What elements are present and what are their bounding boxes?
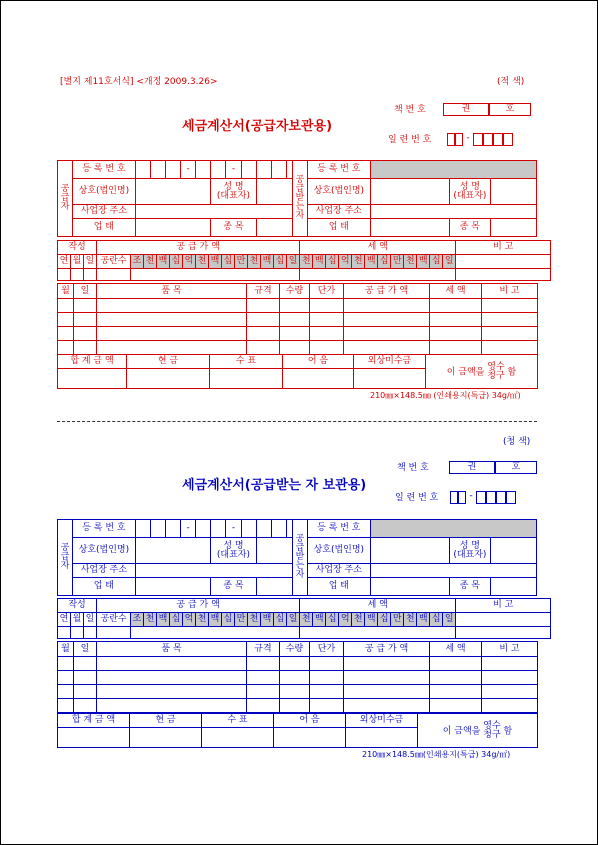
company-field[interactable] (135, 538, 211, 564)
digit-label: 만 (391, 613, 404, 627)
tax-label: 세 액 (300, 599, 456, 613)
copy-label: (적 색) (497, 77, 525, 87)
digit-label: 십 (326, 255, 339, 269)
day-label: 일 (84, 255, 97, 269)
book-no-label: 책 번 호 (394, 105, 426, 115)
total-field[interactable] (58, 728, 130, 748)
dash: - (226, 520, 241, 538)
table-row[interactable] (58, 327, 538, 341)
totals-table (57, 713, 538, 748)
reg-digit[interactable] (241, 161, 256, 179)
paper-spec: 210㎜×148.5㎜ (인쇄용지(특급) 34g/㎡) (370, 391, 521, 400)
amount-cell[interactable] (131, 269, 300, 281)
credit-label: 외상미수금 (346, 714, 418, 728)
digit-label: 천 (196, 613, 209, 627)
digit-label: 천 (300, 255, 313, 269)
cash-label: 현 금 (127, 355, 210, 369)
company-label: 상호(법인명) (73, 179, 136, 205)
amount-cell[interactable] (97, 627, 131, 639)
reg-no-label: 등 록 번 호 (73, 161, 136, 179)
book-no-boxes[interactable]: 권 호 (449, 461, 537, 474)
reg-digit[interactable] (211, 161, 226, 179)
page-title: 세금계산서(공급자보관용) (182, 119, 333, 134)
item-header: 세 액 (430, 284, 482, 299)
name-label: 성 명 (대표자) (211, 179, 256, 205)
receiver-business-label: 업 태 (308, 578, 371, 596)
item-header: 비 고 (482, 642, 538, 657)
business-field[interactable] (135, 219, 211, 237)
digit-label: 만 (235, 255, 248, 269)
note-label: 비 고 (456, 599, 551, 613)
digit-label: 백 (261, 255, 274, 269)
table-row[interactable] (58, 299, 538, 313)
note-field[interactable] (456, 255, 551, 269)
amount-table (57, 240, 551, 281)
receiver-item-type-label: 종 목 (450, 219, 490, 237)
item-header: 품 목 (97, 642, 247, 657)
digit-label: 백 (417, 255, 430, 269)
digit-label: 백 (313, 613, 326, 627)
supply-amount-label: 공 급 가 액 (97, 599, 300, 613)
digit-label: 만 (235, 613, 248, 627)
receiver-name-label: 성 명 (대표자) (450, 179, 490, 205)
bill-field[interactable] (274, 728, 346, 748)
reg-digit[interactable] (271, 161, 286, 179)
dash: - (181, 161, 196, 179)
receiver-address-label: 사업장 주소 (308, 564, 371, 578)
digit-label: 백 (157, 255, 170, 269)
business-label: 업 태 (73, 219, 136, 237)
table-row[interactable] (58, 685, 538, 699)
digit-label: 십 (378, 255, 391, 269)
name-field[interactable] (256, 179, 292, 205)
digit-label: 천 (352, 613, 365, 627)
receiver-reg-no-label: 등 록 번 호 (308, 161, 371, 179)
blank-count-label: 공란수 (97, 613, 131, 627)
items-table (57, 641, 538, 713)
digit-label: 천 (404, 255, 417, 269)
written-label: 작성 (58, 599, 97, 613)
reg-digit[interactable] (150, 161, 165, 179)
digit-label: 백 (261, 613, 274, 627)
credit-field[interactable] (346, 728, 418, 748)
digit-label: 백 (417, 613, 430, 627)
item-type-label: 종 목 (211, 578, 256, 596)
reg-digit[interactable] (165, 161, 180, 179)
item-header: 품 목 (97, 284, 247, 299)
page-title: 세금계산서(공급받는 자 보관용) (182, 478, 367, 493)
copy-label: (청 색) (503, 437, 531, 447)
amount-table (57, 598, 551, 639)
digit-label: 백 (157, 613, 170, 627)
item-header: 세 액 (430, 642, 482, 657)
cut-line (57, 421, 537, 422)
receiver-side-label: 공 급 받 는 자 (292, 161, 307, 237)
receipt-claim-label[interactable]: 이 금액을 영수 청구 함 (418, 714, 538, 748)
note-field[interactable] (456, 613, 551, 627)
item-header: 단가 (310, 284, 344, 299)
total-amount-label: 합 계 금 액 (58, 714, 130, 728)
year-label: 연 (58, 613, 71, 627)
reg-digit[interactable] (271, 520, 286, 538)
business-label: 업 태 (73, 578, 136, 596)
digit-label: 조 (131, 255, 144, 269)
cash-label: 현 금 (130, 714, 202, 728)
reg-digit[interactable] (256, 161, 271, 179)
amount-cell[interactable] (131, 627, 300, 639)
receiver-business-field[interactable] (370, 578, 450, 596)
reg-digit[interactable] (241, 520, 256, 538)
receiver-reg-no-field[interactable] (370, 520, 536, 538)
month-label: 월 (71, 255, 84, 269)
item-type-label: 종 목 (211, 219, 256, 237)
digit-label: 천 (404, 613, 417, 627)
digit-label: 만 (391, 255, 404, 269)
serial-label: 일 련 번 호 (388, 135, 432, 145)
reg-digit[interactable] (256, 520, 271, 538)
digit-label: 십 (170, 255, 183, 269)
table-row[interactable] (58, 657, 538, 671)
reg-digit[interactable] (196, 161, 211, 179)
item-header: 일 (74, 642, 97, 657)
digit-label: 천 (352, 255, 365, 269)
receiver-address-label: 사업장 주소 (308, 205, 371, 219)
receiver-item-type-field[interactable] (490, 578, 536, 596)
written-label: 작성 (58, 241, 97, 255)
receiver-business-label: 업 태 (308, 219, 371, 237)
day-label: 일 (84, 613, 97, 627)
amount-cell[interactable] (456, 269, 551, 281)
paper-spec: 210㎜×148.5㎜(인쇄용지(특급) 34g/㎡) (362, 750, 511, 759)
digit-label: 십 (170, 613, 183, 627)
address-field[interactable] (135, 564, 292, 578)
receiver-name-field[interactable] (490, 538, 536, 564)
item-type-field[interactable] (256, 219, 292, 237)
totals-table (57, 354, 538, 389)
digit-label: 천 (248, 255, 261, 269)
receiver-name-field[interactable] (490, 179, 536, 205)
amount-cell[interactable] (58, 627, 71, 639)
party-table (57, 519, 537, 596)
receiver-company-field[interactable] (370, 538, 450, 564)
amount-cell[interactable] (456, 627, 551, 639)
supplier-side-label: 공 급 자 (58, 520, 73, 596)
table-row[interactable] (58, 341, 538, 355)
year-label: 연 (58, 255, 71, 269)
reg-digit[interactable] (196, 520, 211, 538)
item-header: 일 (74, 284, 97, 299)
table-row[interactable] (58, 313, 538, 327)
item-header: 공 급 가 액 (344, 642, 430, 657)
book-no-label: 책 번 호 (397, 463, 429, 473)
digit-label: 억 (183, 255, 196, 269)
dash: - (181, 520, 196, 538)
book-no-boxes[interactable]: 권 호 (443, 103, 531, 116)
total-amount-label: 합 계 금 액 (58, 355, 127, 369)
receiver-company-label: 상호(법인명) (308, 538, 371, 564)
receipt-claim-label[interactable]: 이 금액을 영수 청구 함 (426, 355, 538, 389)
digit-label: 일 (443, 613, 456, 627)
digit-label: 십 (326, 613, 339, 627)
check-field[interactable] (202, 728, 274, 748)
digit-label: 십 (378, 613, 391, 627)
digit-label: 십 (222, 613, 235, 627)
receiver-reg-no-label: 등 록 번 호 (308, 520, 371, 538)
digit-label: 십 (430, 613, 443, 627)
party-table (57, 160, 537, 237)
items-table (57, 283, 538, 355)
reg-digit[interactable] (211, 520, 226, 538)
check-field[interactable] (210, 369, 283, 389)
supply-amount-label: 공 급 가 액 (97, 241, 300, 255)
item-header: 월 (58, 642, 74, 657)
bill-field[interactable] (283, 369, 354, 389)
digit-label: 십 (274, 613, 287, 627)
item-header: 수량 (280, 642, 310, 657)
reg-digit[interactable] (135, 520, 150, 538)
name-field[interactable] (256, 538, 292, 564)
reg-digit[interactable] (150, 520, 165, 538)
name-label: 성 명 (대표자) (211, 538, 256, 564)
digit-label: 억 (339, 613, 352, 627)
digit-label: 백 (313, 255, 326, 269)
digit-label: 천 (248, 613, 261, 627)
credit-field[interactable] (354, 369, 426, 389)
amount-cell[interactable] (84, 627, 97, 639)
cash-field[interactable] (130, 728, 202, 748)
credit-label: 외상미수금 (354, 355, 426, 369)
receiver-side-label: 공 급 받 는 자 (292, 520, 307, 596)
total-field[interactable] (58, 369, 127, 389)
amount-cell[interactable] (71, 269, 84, 281)
reg-digit[interactable] (135, 161, 150, 179)
receiver-name-label: 성 명 (대표자) (450, 538, 490, 564)
note-label: 비 고 (456, 241, 551, 255)
reg-digit[interactable] (165, 520, 180, 538)
digit-label: 십 (430, 255, 443, 269)
blank-count-label: 공란수 (97, 255, 131, 269)
check-label: 수 표 (202, 714, 274, 728)
serial-boxes[interactable]: - (447, 133, 513, 146)
supplier-side-label: 공 급 자 (58, 161, 73, 237)
check-label: 수 표 (210, 355, 283, 369)
amount-cell[interactable] (58, 269, 71, 281)
item-header: 공 급 가 액 (344, 284, 430, 299)
dash: - (226, 161, 241, 179)
digit-label: 억 (183, 613, 196, 627)
serial-boxes[interactable]: - (450, 491, 516, 504)
item-header: 규격 (247, 642, 280, 657)
serial-label: 일 련 번 호 (395, 493, 439, 503)
receiver-item-type-field[interactable] (490, 219, 536, 237)
amount-cell[interactable] (71, 627, 84, 639)
receiver-company-label: 상호(법인명) (308, 179, 371, 205)
item-header: 비 고 (482, 284, 538, 299)
receiver-address-field[interactable] (370, 564, 536, 578)
digit-label: 천 (144, 613, 157, 627)
receiver-business-field[interactable] (370, 219, 450, 237)
item-header: 월 (58, 284, 74, 299)
digit-label: 조 (131, 613, 144, 627)
digit-label: 천 (196, 255, 209, 269)
digit-label: 일 (443, 255, 456, 269)
company-label: 상호(법인명) (73, 538, 136, 564)
amount-cell[interactable] (300, 269, 456, 281)
company-field[interactable] (135, 179, 211, 205)
table-row[interactable] (58, 671, 538, 685)
bill-label: 어 음 (283, 355, 354, 369)
bill-label: 어 음 (274, 714, 346, 728)
address-label: 사업장 주소 (73, 205, 136, 219)
reg-no-label: 등 록 번 호 (73, 520, 136, 538)
cash-field[interactable] (127, 369, 210, 389)
digit-label: 천 (144, 255, 157, 269)
business-field[interactable] (135, 578, 211, 596)
digit-label: 백 (209, 613, 222, 627)
digit-label: 백 (209, 255, 222, 269)
item-type-field[interactable] (256, 578, 292, 596)
digit-label: 일 (287, 255, 300, 269)
amount-cell[interactable] (97, 269, 131, 281)
digit-label: 일 (287, 613, 300, 627)
item-header: 단가 (310, 642, 344, 657)
digit-label: 억 (339, 255, 352, 269)
table-row[interactable] (58, 699, 538, 713)
item-header: 수량 (280, 284, 310, 299)
amount-cell[interactable] (300, 627, 456, 639)
tax-label: 세 액 (300, 241, 456, 255)
form-label: [별지 제11호서식] <개정 2009.3.26> (60, 77, 218, 87)
receiver-item-type-label: 종 목 (450, 578, 490, 596)
month-label: 월 (71, 613, 84, 627)
receiver-company-field[interactable] (370, 179, 450, 205)
receiver-reg-no-field[interactable] (370, 161, 536, 179)
digit-label: 천 (300, 613, 313, 627)
receiver-address-field[interactable] (370, 205, 536, 219)
digit-label: 백 (365, 613, 378, 627)
address-label: 사업장 주소 (73, 564, 136, 578)
item-header: 규격 (247, 284, 280, 299)
digit-label: 십 (222, 255, 235, 269)
digit-label: 십 (274, 255, 287, 269)
digit-label: 백 (365, 255, 378, 269)
address-field[interactable] (135, 205, 292, 219)
amount-cell[interactable] (84, 269, 97, 281)
